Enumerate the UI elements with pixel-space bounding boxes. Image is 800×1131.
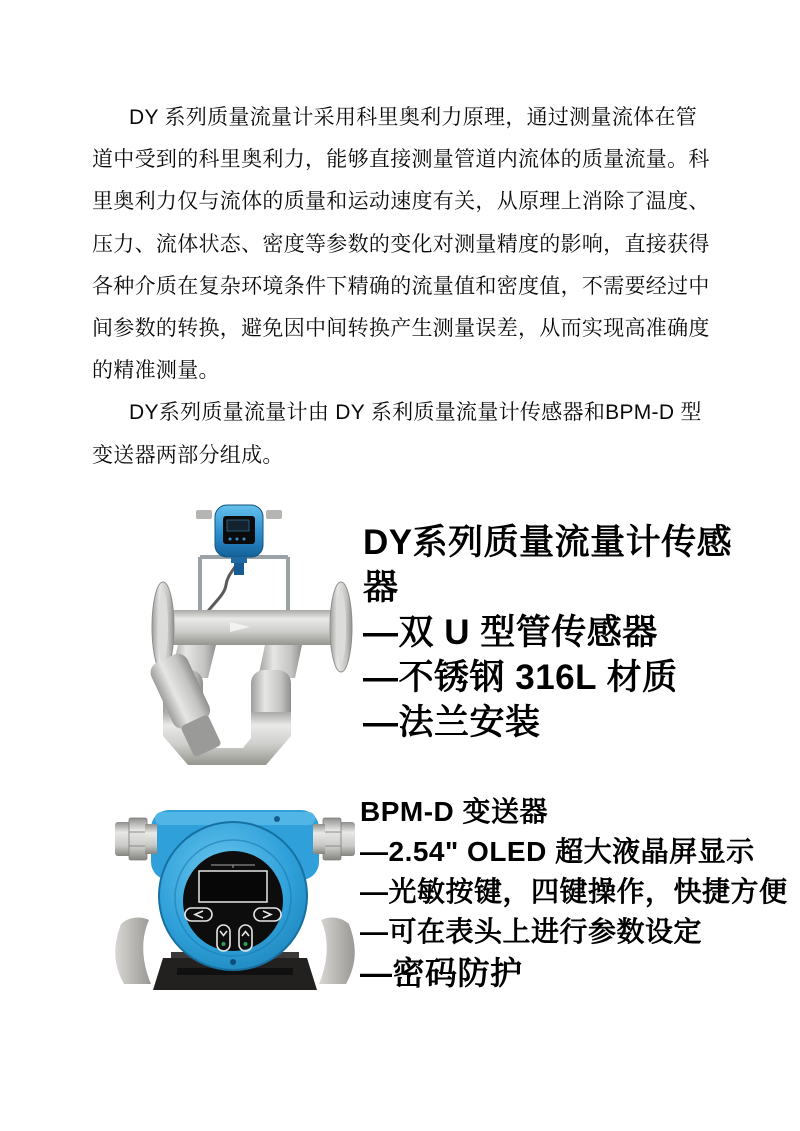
- sensor-feature: —双 U 型管传感器: [363, 613, 658, 652]
- paragraph-line: DY 系列质量流量计采用科里奥利力原理，通过测量流体在管: [129, 106, 698, 129]
- transmitter-feature: —可在表头上进行参数设定: [360, 916, 703, 947]
- transmitter-photo: [115, 808, 355, 996]
- mount-wing-left: [115, 917, 151, 984]
- paragraph-line: 间参数的转换，避免因中间转换产生测量误差，从而实现高准确度: [92, 317, 710, 341]
- sensor-transmitter-head: [196, 505, 282, 575]
- transmitter-feature: —2.54" OLED 超大液晶屏显示: [360, 836, 755, 867]
- sensor-title-line: DY系列质量流量计传感: [363, 523, 733, 562]
- transmitter-feature: —光敏按键，四键操作，快捷方便: [360, 876, 788, 907]
- transmitter-photo-art: [115, 808, 355, 996]
- mount-wing-right: [319, 917, 355, 984]
- paragraph-line: DY系列质量流量计由 DY 系利质量流量计传感器和BPM-D 型: [129, 401, 702, 425]
- sensor-caption: [363, 520, 732, 745]
- transmitter-feature: —密码防护: [360, 955, 523, 991]
- sensor-feature: —不锈钢 316L 材质: [363, 658, 678, 697]
- paragraph-line: 压力、流体状态、密度等参数的变化对测量精度的影响，直接获得: [92, 232, 710, 256]
- sensor-title-line: 器: [363, 568, 399, 607]
- paragraph-line: 里奥利力仅与流体的质量和运动速度有关，从原理上消除了温度、: [92, 190, 710, 214]
- paragraph-line: 各种介质在复杂环境条件下精确的流量值和密度值，不需要经过中: [92, 274, 710, 298]
- intro-paragraphs: [92, 97, 732, 477]
- transmitter-title: BPM-D 变送器: [360, 796, 549, 827]
- cable-gland-right: [313, 818, 355, 860]
- paragraph-line: 道中受到的科里奥利力，能够直接测量管道内流体的质量流量。科: [92, 148, 710, 172]
- paragraph-line: 变送器两部分组成。: [92, 443, 284, 467]
- paragraph-line: 的精准测量。: [92, 359, 220, 383]
- oled-display: [199, 871, 267, 902]
- cable-gland-left: [115, 818, 157, 860]
- bottom-screw: [230, 959, 236, 965]
- sensor-feature: —法兰安装: [363, 703, 541, 742]
- sensor-photo-art: [130, 500, 360, 770]
- vent-dot: [274, 816, 280, 822]
- sensor-photo: [130, 500, 360, 770]
- transmitter-caption: [360, 792, 788, 994]
